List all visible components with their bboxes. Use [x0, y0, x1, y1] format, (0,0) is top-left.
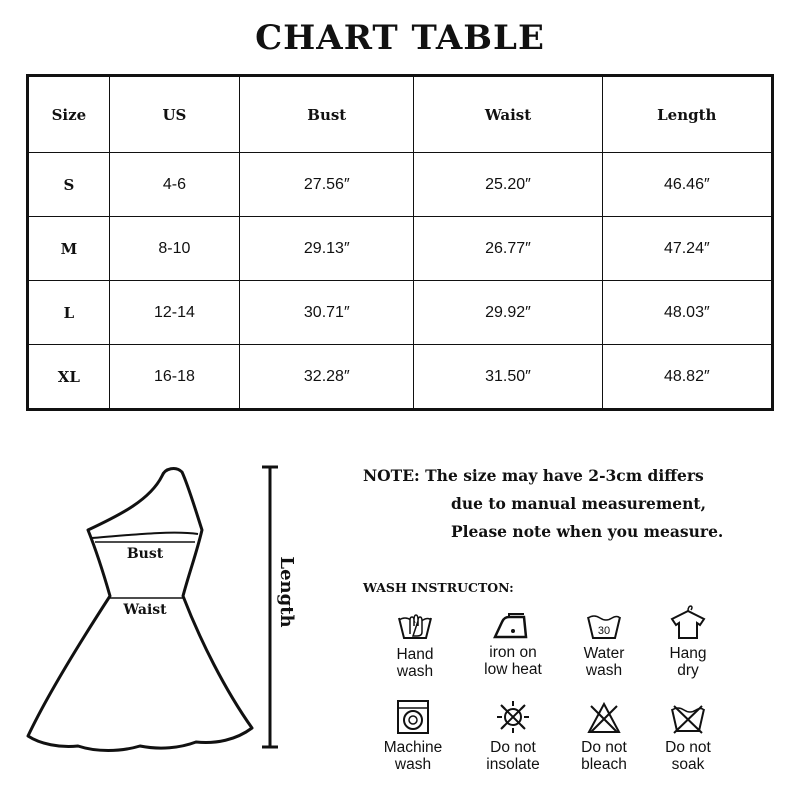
wash-item-do-not-insolate [463, 699, 563, 773]
wash-label: iron on low heat [484, 644, 542, 678]
cell-waist: 25.20″ [414, 153, 602, 217]
wash-instruction-title: WASH INSTRUCTON: [363, 580, 514, 595]
header-bust: Bust [240, 76, 414, 153]
note-line-3: Please note when you measure. [451, 522, 724, 541]
cell-size: S [28, 153, 110, 217]
wash-temperature: 30 [597, 625, 611, 637]
size-chart-table [26, 74, 774, 411]
cell-bust: 29.13″ [240, 217, 414, 281]
wash-item-hang-dry [638, 603, 738, 679]
wash-item-machine-wash [363, 699, 463, 773]
header-length: Length [602, 76, 772, 153]
wash-item-do-not-soak [638, 703, 738, 773]
table-row [28, 217, 773, 281]
waist-label: Waist [123, 602, 167, 618]
note-line-1: NOTE: The size may have 2-3cm differs [363, 466, 704, 485]
cell-bust: 30.71″ [240, 281, 414, 345]
cell-us: 8-10 [109, 217, 239, 281]
length-measure-line [262, 467, 278, 747]
header-size: Size [28, 76, 110, 153]
hand-wash-icon [395, 608, 435, 642]
cell-length: 48.03″ [602, 281, 772, 345]
wash-label: Water wash [583, 645, 625, 679]
table-row [28, 153, 773, 217]
cell-length: 47.24″ [602, 217, 772, 281]
do-not-soak-icon [668, 703, 708, 735]
dress-neckline [92, 533, 198, 538]
note-text [363, 462, 723, 546]
cell-us: 16-18 [109, 345, 239, 410]
table-header-row [28, 76, 773, 153]
page-title: CHART TABLE [255, 18, 545, 58]
cell-waist: 29.92″ [414, 281, 602, 345]
cell-waist: 31.50″ [414, 345, 602, 410]
wash-item-iron-low-heat [463, 612, 563, 678]
table-row [28, 345, 773, 410]
wash-item-hand-wash [365, 608, 465, 680]
cell-waist: 26.77″ [414, 217, 602, 281]
wash-label: Do not bleach [581, 739, 627, 773]
cell-bust: 27.56″ [240, 153, 414, 217]
cell-length: 48.82″ [602, 345, 772, 410]
water-wash-30-icon [584, 611, 624, 641]
header-us: US [109, 76, 239, 153]
table-row [28, 281, 773, 345]
wash-label: Hand wash [396, 646, 434, 680]
machine-wash-icon [395, 699, 431, 735]
dress-diagram [0, 440, 330, 800]
cell-size: L [28, 281, 110, 345]
cell-size: M [28, 217, 110, 281]
wash-label: Do not insolate [486, 739, 540, 773]
cell-us: 12-14 [109, 281, 239, 345]
cell-bust: 32.28″ [240, 345, 414, 410]
cell-length: 46.46″ [602, 153, 772, 217]
wash-label: Hang dry [669, 645, 707, 679]
wash-label: Do not soak [665, 739, 711, 773]
note-line-2: due to manual measurement, [451, 494, 706, 513]
length-label: Length [276, 556, 297, 628]
wash-label: Machine wash [383, 739, 443, 773]
cell-us: 4-6 [109, 153, 239, 217]
cell-size: XL [28, 345, 110, 410]
header-waist: Waist [414, 76, 602, 153]
bust-label: Bust [126, 546, 164, 562]
do-not-insolate-icon [495, 699, 531, 735]
do-not-bleach-icon [586, 701, 622, 735]
iron-low-heat-icon [493, 612, 533, 640]
hang-dry-icon [667, 603, 709, 641]
